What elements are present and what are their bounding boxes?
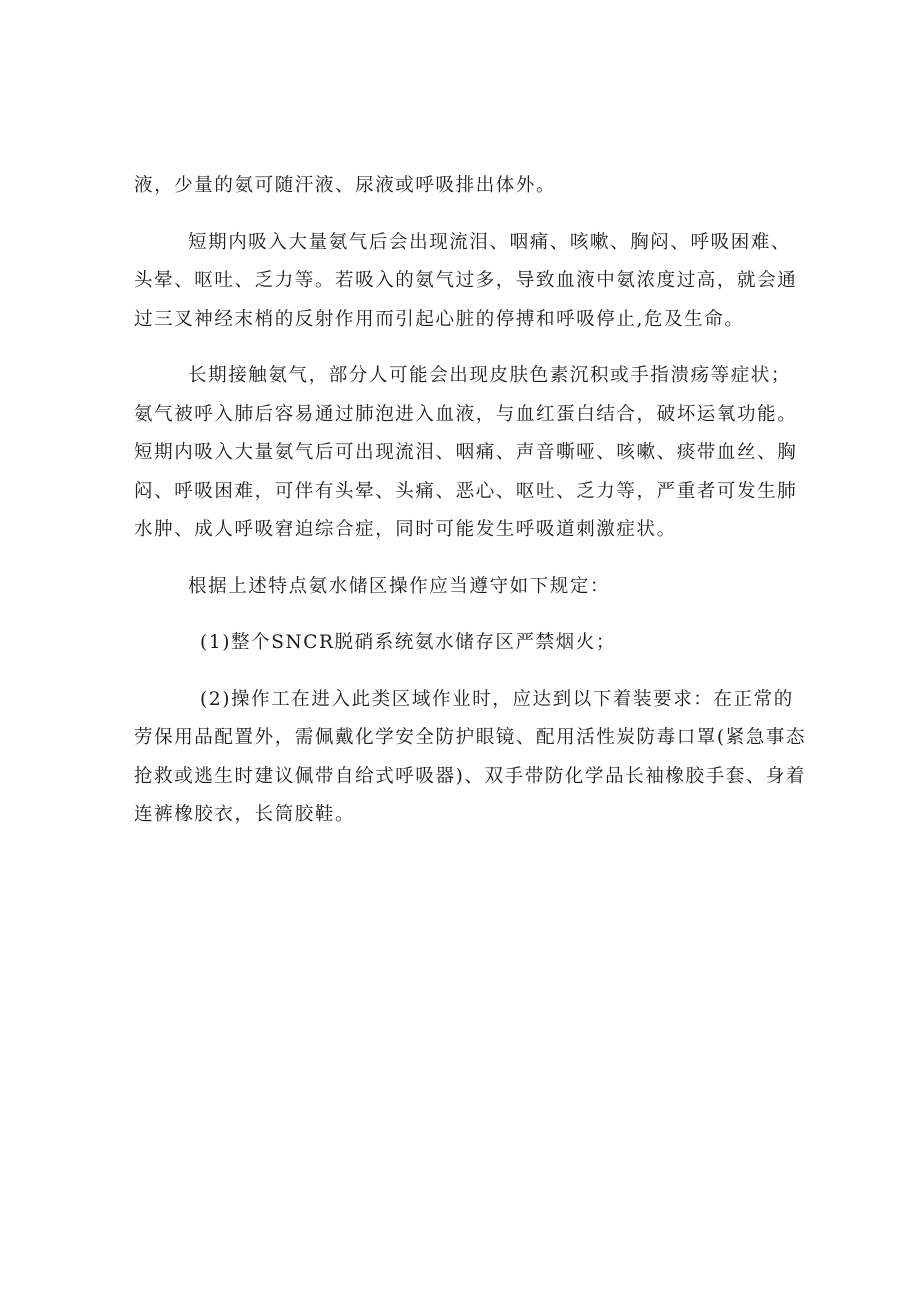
rule-item-2 bbox=[134, 681, 807, 835]
paragraph-long-term-exposure bbox=[134, 357, 798, 550]
rule-item-1 bbox=[134, 624, 798, 663]
text-line: 长期接触氨气，部分人可能会出现皮肤色素沉积或手指溃疡等症状； bbox=[188, 365, 792, 386]
paragraph-rules-intro bbox=[134, 568, 798, 607]
paragraph-short-term-exposure bbox=[134, 224, 798, 340]
text-line: 短期内吸入大量氨气后会出现流泪、咽痛、咳嗽、胸闷、呼吸困难、 bbox=[188, 231, 792, 253]
text-line: 头晕、呕吐、乏力等。若吸入的氨气过多，导致血液中氨浓度过高，就会通 bbox=[134, 270, 798, 291]
text-line: (2)操作工在进入此类区域作业时，应达到以下着装要求：在正常的 bbox=[200, 688, 794, 710]
text-line: 氨气被呼入肺后容易通过肺泡进入血液，与血红蛋白结合，破坏运氧功能。 bbox=[134, 403, 798, 425]
text-line: 劳保用品配置外，需佩戴化学安全防护眼镜、配用活性炭防毒口罩(紧急事态 bbox=[134, 727, 807, 748]
document-body bbox=[134, 167, 807, 835]
text-line: 水肿、成人呼吸窘迫综合症，同时可能发生呼吸道刺激症状。 bbox=[134, 519, 677, 540]
text-line: (1)整个SNCR脱硝系统氨水储存区严禁烟火； bbox=[200, 632, 616, 653]
text-line: 液，少量的氨可随汗液、尿液或呼吸排出体外。 bbox=[134, 175, 557, 196]
text-line: 闷、呼吸困难，可伴有头晕、头痛、恶心、呕吐、乏力等，严重者可发生肺 bbox=[134, 480, 798, 502]
text-line: 过三叉神经末梢的反射作用而引起心脏的停搏和呼吸停止,危及生命。 bbox=[134, 308, 745, 330]
text-line: 抢救或逃生时建议佩带自给式呼吸器)、双手带防化学品长袖橡胶手套、身着 bbox=[134, 765, 807, 787]
paragraph-continuation bbox=[134, 167, 798, 206]
text-line: 短期内吸入大量氨气后可出现流泪、咽痛、声音嘶哑、咳嗽、痰带血丝、胸 bbox=[134, 442, 798, 463]
text-line: 连裤橡胶衣，长筒胶鞋。 bbox=[134, 804, 356, 825]
text-line: 根据上述特点氨水储区操作应当遵守如下规定： bbox=[188, 575, 611, 597]
